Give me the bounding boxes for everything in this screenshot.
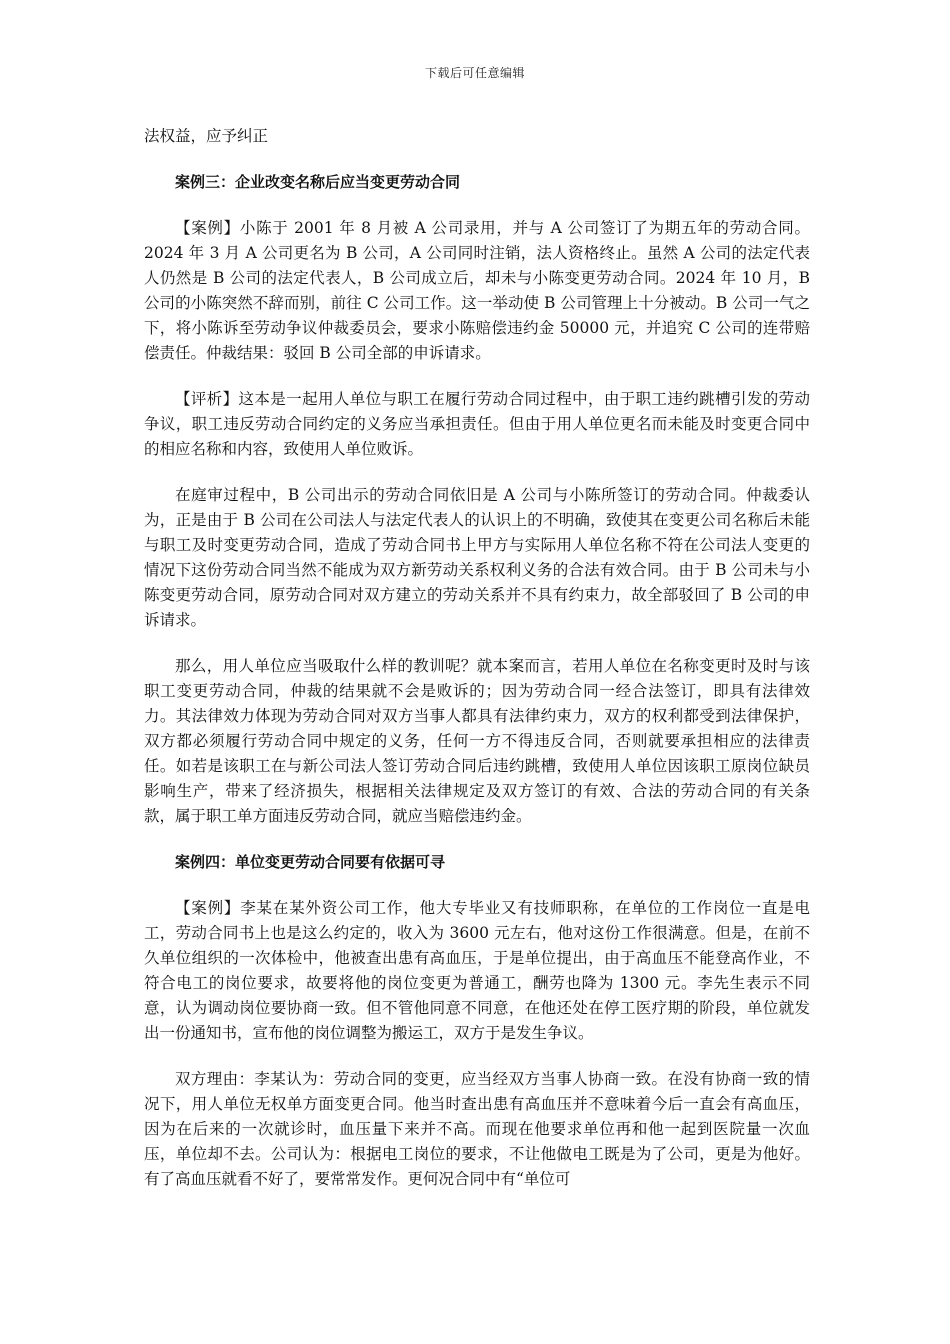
case3-heading: 案例三：企业改变名称后应当变更劳动合同 bbox=[175, 173, 461, 191]
continuation-line: 法权益，应予纠正 bbox=[144, 127, 269, 145]
case3-paragraph-1: 【案例】小陈于 2001 年 8 月被 A 公司录用，并与 A 公司签订了为期五年的劳动合同。2024 年 3 月 A 公司更名为 B 公司，A 公司同时注销，法人资格终止。虽然 A 公司的法定代表人仍然是 B 公司的法定代表人，B 公司成立后，却未与小陈变更劳动合同。2024 年 10 月，B 公司的小陈突然不辞而别，前往 C 公司工作。这一举动使 B 公司管理上十分被动。B 公司一气之下，将小陈诉至劳动争议仲裁委员会，要求小陈赔偿违约金 50000 元，并追究 C 公司的连带赔偿责任。仲裁结果：驳回 B 公司全部的申诉请求。 bbox=[144, 219, 810, 362]
case3-paragraph-3: 在庭审过程中，B 公司出示的劳动合同依旧是 A 公司与小陈所签订的劳动合同。仲裁委认为，正是由于 B 公司在公司法人与法定代表人的认识上的不明确，致使其在变更公司名称后未能与职工及时变更劳动合同，造成了劳动合同书上甲方与实际用人单位名称不符在公司法人变更的情况下这份劳动合同当然不能成为双方新劳动关系权利义务的合法有效合同。由于 B 公司未与小陈变更劳动合同，原劳动合同对双方建立的劳动关系并不具有约束力，故全部驳回了 B 公司的申诉请求。 bbox=[144, 486, 810, 629]
case3-paragraph-4: 那么，用人单位应当吸取什么样的教训呢？就本案而言，若用人单位在名称变更时及时与该职工变更劳动合同，仲裁的结果就不会是败诉的；因为劳动合同一经合法签订，即具有法律效力。其法律效力体现为劳动合同对双方当事人都具有法律约束力，双方的权利都受到法律保护，双方都必须履行劳动合同中规定的义务，任何一方不得违反合同，否则就要承担相应的法律责任。如若是该职工在与新公司法人签订劳动合同后违约跳槽，致使用人单位因该职工原岗位缺员影响生产，带来了经济损失，根据相关法律规定及双方签订的有效、合法的劳动合同的有关条款，属于职工单方面违反劳动合同，就应当赔偿违约金。 bbox=[144, 657, 810, 825]
case4-heading: 案例四：单位变更劳动合同要有依据可寻 bbox=[175, 853, 446, 871]
document-body bbox=[144, 124, 810, 1192]
case3-paragraph-2: 【评析】这本是一起用人单位与职工在履行劳动合同过程中，由于职工违约跳槽引发的劳动争议，职工违反劳动合同约定的义务应当承担责任。但由于用人单位更名而未能及时变更合同中的相应名称和内容，致使用人单位败诉。 bbox=[144, 390, 810, 458]
case4-paragraph-2: 双方理由：李某认为：劳动合同的变更，应当经双方当事人协商一致。在没有协商一致的情况下，用人单位无权单方面变更合同。他当时查出患有高血压并不意味着今后一直会有高血压，因为在后来的一次就诊时，血压量下来并不高。而现在他要求单位再和他一起到医院量一次血压，单位却不去。公司认为：根据电工岗位的要求，不让他做电工既是为了公司，更是为他好。有了高血压就看不好了，要常常发作。更何况合同中有“单位可 bbox=[144, 1070, 810, 1188]
page-header: 下载后可任意编辑 bbox=[424, 66, 525, 80]
case4-paragraph-1: 【案例】李某在某外资公司工作，他大专毕业又有技师职称，在单位的工作岗位一直是电工，劳动合同书上也是这么约定的，收入为 3600 元左右，他对这份工作很满意。但是，在前不久单位组织的一次体检中，他被查出患有高血压，于是单位提出，由于高血压不能登高作业，不符合电工的岗位要求，故要将他的岗位变更为普通工，酬劳也降为 1300 元。李先生表示不同意，认为调动岗位要协商一致。但不管他同意不同意，在他还处在停工医疗期的阶段，单位就发出一份通知书，宣布他的岗位调整为搬运工，双方于是发生争议。 bbox=[144, 899, 810, 1042]
